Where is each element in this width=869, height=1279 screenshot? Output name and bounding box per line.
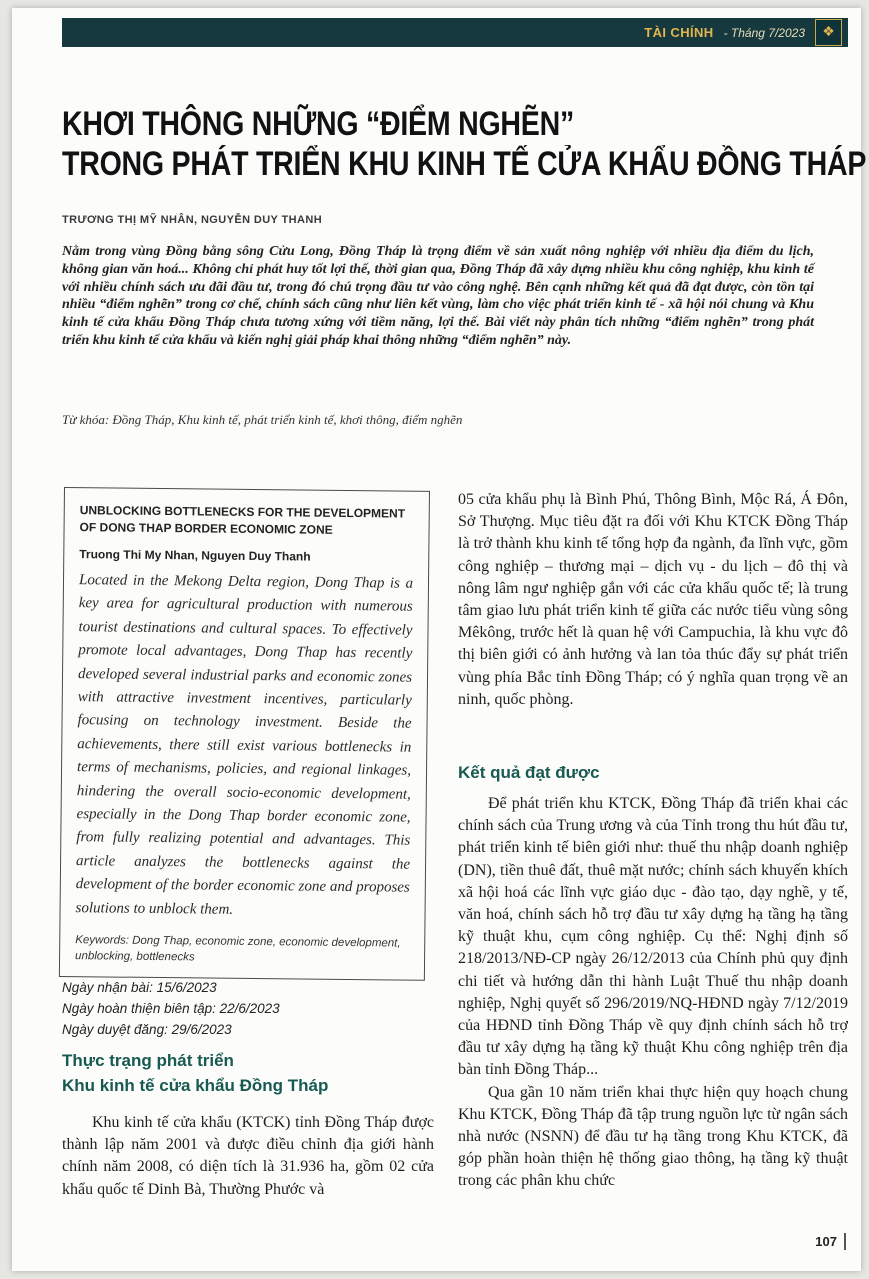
article-title: [62, 104, 867, 184]
article-abstract: Nằm trong vùng Đồng bằng sông Cửu Long, Đồng Tháp là trọng điểm về sản xuất nông nghiệp với nhiều địa điểm du lịch, không gian văn hoá... Không chỉ phát huy tốt lợi thế, thời gian qua, Đồng Tháp đã xây dựng nhiều khu công nghiệp, khu kinh tế với nhiều chính sách ưu đãi đầu tư, trong đó chú trọng đầu tư vào công nghệ. Bên cạnh những kết quả đã đạt được, còn tồn tại nhiều “điểm nghẽn” trong cơ chế, chính sách cũng như liên kết vùng, làm cho việc phát triển kinh tế - xã hội nói chung và Khu kinh tế cửa khẩu Đồng Tháp chưa tương xứng với tiềm năng, lợi thế. Bài viết này phân tích những “điểm nghẽn” trong phát triển khu kinh tế cửa khẩu và kiến nghị giải pháp khai thông những “điểm nghẽn” này.: [62, 244, 814, 348]
section-heading-1-line2: Khu kinh tế cửa khẩu Đồng Tháp: [62, 1076, 329, 1095]
right-column-paragraph-2: Để phát triển khu KTCK, Đồng Tháp đã triển khai các chính sách của Trung ương và của Tỉnh trong thu hút đầu tư, phát triển kinh tế biên giới như: thuế thu nhập doanh nghiệp (DN), tiền thuê đất, thuê mặt nước; chính sách khuyến khích xã hội hoá các lĩnh vực giáo dục - đào tạo, dạy nghề, y tế, văn hoá, chính sách hỗ trợ đầu tư xây dựng hạ tầng hạ tầng kỹ thuật khu, cụm công nghiệp. Cụ thể: Nghị định số 218/2013/NĐ-CP ngày 26/12/2013 của Chính phủ quy định chi tiết và hướng dẫn thi hành Luật Thuế thu nhập doanh nghiệp, Nghị quyết số 296/2019/NQ-HĐND ngày 7/12/2019 của HĐND tỉnh Đồng Tháp về quy định chính sách hỗ trợ đầu tư xây dựng hạ tầng kỹ thuật Khu công nghiệp trên địa bàn tỉnh Đồng Tháp...: [458, 795, 848, 1079]
diamond-ornament-icon: ❖: [815, 19, 842, 46]
english-title: UNBLOCKING BOTTLENECKS FOR THE DEVELOPMENT OF DONG THAP BORDER ECONOMIC ZONE: [79, 503, 406, 537]
right-column-paragraph-3: Qua gần 10 năm triển khai thực hiện quy hoạch chung Khu KTCK, Đồng Tháp đã tập trung nguồn lực từ ngân sách nhà nước (NSNN) để đầu tư hạ tầng trong Khu KTCK, đã góp phần hoàn thiện hệ thống giao thông, hạ tầng kỹ thuật trong các phân khu chức: [458, 1083, 848, 1190]
article-keywords: Từ khóa: Đồng Tháp, Khu kinh tế, phát triển kinh tế, khơi thông, điểm nghẽn: [62, 412, 463, 427]
page-number-block: [800, 1233, 846, 1250]
english-keywords: Keywords: Dong Thap, economic zone, economic development, unblocking, bottlenecks: [75, 934, 401, 964]
page-number-rule: [844, 1233, 846, 1250]
right-column-lower-block: [458, 793, 848, 1193]
date-received: Ngày nhận bài: 15/6/2023: [62, 980, 217, 995]
right-column-paragraph-1: 05 cửa khẩu phụ là Bình Phú, Thông Bình, Mộc Rá, Á Đôn, Sở Thượng. Mục tiêu đặt ra đối với Khu KTCK Đồng Tháp là trở thành khu kinh tế tổng hợp đa ngành, đa lĩnh vực, gồm công nghiệp – thương mại – dịch vụ - du lịch – đô thị và nông lâm ngư nghiệp gắn với các cửa khẩu quốc tế; là trung tâm giao lưu phát triển kinh tế giữa các nước tiểu vùng sông Mêkông, trước hết là quan hệ với Campuchia, là khu vực đô thị biên giới có ảnh hưởng và lan tỏa thúc đẩy sự phát triển vùng phía Bắc tỉnh Đồng Tháp; có ý nghĩa quan trọng về an ninh, quốc phòng.: [458, 491, 848, 708]
left-column-paragraph: Khu kinh tế cửa khẩu (KTCK) tỉnh Đồng Tháp được thành lập năm 2001 và được điều chỉnh địa giới hành chính năm 2008, có diện tích là 31.936 ha, gồm 02 cửa khẩu quốc tế Dinh Bà, Thường Phước và: [62, 1114, 434, 1198]
article-title-line2: TRONG PHÁT TRIỂN KHU KINH TẾ CỬA KHẨU ĐỒNG THÁP: [62, 145, 867, 183]
date-revised: Ngày hoàn thiện biên tập: 22/6/2023: [62, 1001, 280, 1016]
masthead-bar: [62, 18, 848, 47]
english-authors: Truong Thi My Nhan, Nguyen Duy Thanh: [79, 547, 311, 564]
submission-dates: [62, 977, 280, 1040]
section-heading-1-line1: Thực trạng phát triển: [62, 1051, 234, 1070]
page-number: 107: [815, 1234, 837, 1249]
english-abstract-text: Located in the Mekong Delta region, Dong Thap is a key area for agricultural production with numerous tourist destinations and cultural spaces. To effectively promote local advantages, Dong Thap has recently developed several industrial parks and economic zones with attractive investment incentives, particularly focusing on technology investment. Beside the achievements, there still exist various bottlenecks in terms of mechanisms, policies, and regional linkages, hindering the overall socio-economic development, especially in the Dong Thap border economic zone, from fully realizing potential and advantages. This article analyzes the bottlenecks against the development of the border economic zone and proposes solutions to unblock them.: [75, 572, 414, 918]
english-abstract-box: [59, 487, 430, 981]
section-heading-2: Kết quả đạt được: [458, 763, 600, 782]
journal-issue: - Tháng 7/2023: [723, 25, 805, 40]
article-authors: TRƯƠNG THỊ MỸ NHÂN, NGUYỄN DUY THANH: [62, 214, 323, 226]
section-heading-1: [62, 1048, 432, 1098]
article-title-line1: KHƠI THÔNG NHỮNG “ĐIỂM NGHẼN”: [62, 105, 574, 143]
journal-title: TÀI CHÍNH: [644, 25, 714, 40]
date-accepted: Ngày duyệt đăng: 29/6/2023: [62, 1022, 232, 1037]
